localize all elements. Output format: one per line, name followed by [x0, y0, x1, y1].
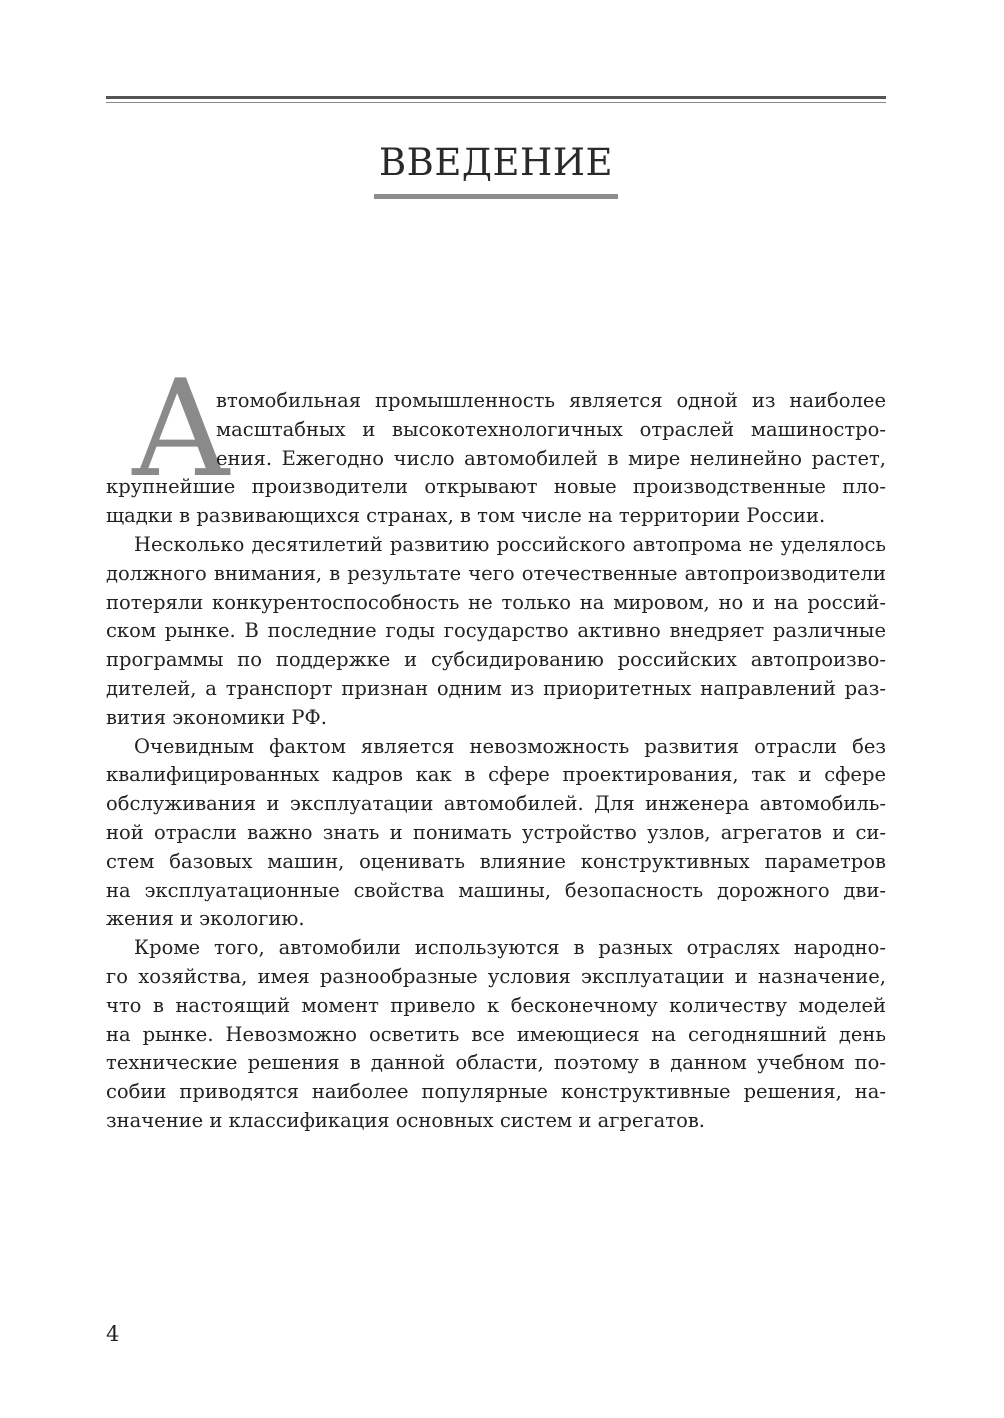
text-line: собии приводятся наиболее популярные конструктивные решения, на- — [106, 1080, 886, 1104]
text-line: должного внимания, в результате чего отечественные автопроизводители — [106, 561, 886, 585]
text-line: жения и экологию. — [106, 907, 305, 931]
text-line: щадки в развивающихся странах, в том числе на территории России. — [106, 504, 826, 528]
drop-cap: А — [130, 351, 232, 507]
text-line: что в настоящий момент привело к бесконечному количеству моделей — [106, 993, 886, 1017]
page-number: 4 — [106, 1322, 120, 1346]
title-underline — [374, 194, 618, 199]
text-line: квалифицированных кадров как в сфере проектирования, так и сфере — [106, 763, 886, 787]
text-line: го хозяйства, имея разнообразные условия эксплуатации и назначение, — [106, 964, 886, 988]
text-line: ском рынке. В последние годы государство активно внедряет различные — [106, 619, 886, 643]
header-rule-thin — [106, 102, 886, 103]
text-line: Очевидным фактом является невозможность развития отрасли без — [134, 734, 886, 758]
text-line: ной отрасли важно знать и понимать устройство узлов, агрегатов и си- — [106, 820, 886, 844]
text-line: потеряли конкурентоспособность не только на мировом, но и на россий- — [106, 590, 886, 614]
text-line: программы по поддержке и субсидированию российских автопроизво- — [106, 648, 886, 672]
text-line: на эксплуатационные свойства машины, безопасность дорожного дви- — [106, 878, 886, 902]
text-line: вития экономики РФ. — [106, 705, 327, 729]
header-rule-thick — [106, 96, 886, 99]
text-line: технические решения в данной области, поэтому в данном учебном по- — [106, 1051, 886, 1075]
text-line: Несколько десятилетий развитию российского автопрома не уделялось — [134, 532, 886, 556]
text-line: ения. Ежегодно число автомобилей в мире нелинейно растет, — [216, 446, 886, 470]
text-line: втомобильная промышленность является одной из наиболее — [216, 389, 886, 412]
text-line: на рынке. Невозможно осветить все имеющиеся на сегодняшний день — [106, 1022, 886, 1046]
text-line: стем базовых машин, оценивать влияние конструктивных параметров — [106, 849, 886, 873]
text-line: обслуживания и эксплуатации автомобилей. Для инженера автомобиль- — [106, 792, 886, 816]
text-line: крупнейшие производители открывают новые производственные пло- — [106, 475, 886, 499]
body-text — [106, 387, 886, 1136]
page-title: ВВЕДЕНИЕ — [378, 141, 614, 184]
text-line: дителей, а транспорт признан одним из приоритетных направлений раз- — [106, 676, 886, 700]
text-line: Кроме того, автомобили используются в разных отраслях народно- — [134, 936, 886, 960]
text-line: масштабных и высокотехнологичных отраслей машиностро- — [216, 417, 886, 441]
text-line: значение и классификация основных систем и агрегатов. — [106, 1108, 705, 1132]
